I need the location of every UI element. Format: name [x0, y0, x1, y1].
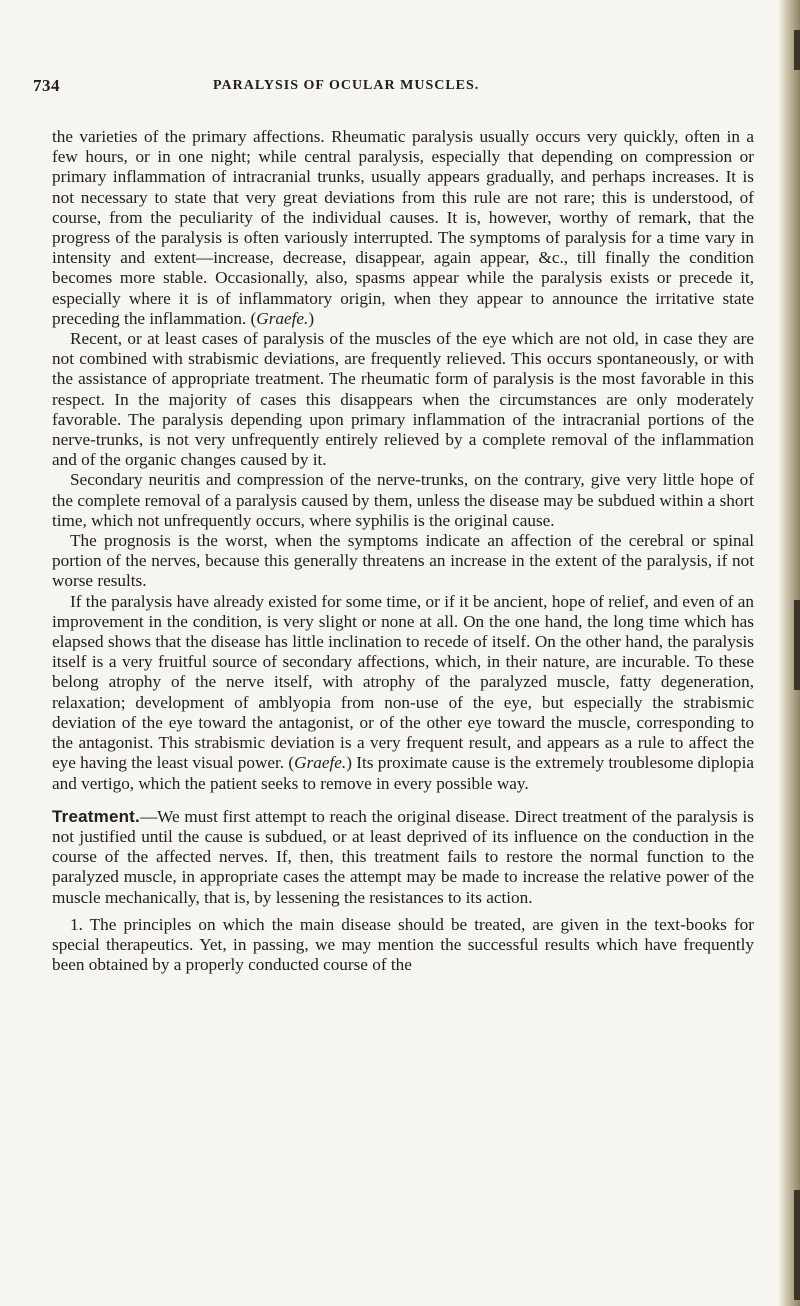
page-edge-mark	[794, 600, 800, 690]
paragraph	[52, 329, 754, 470]
page-number: 734	[33, 76, 60, 95]
paragraph	[52, 807, 754, 908]
paragraph-text: The prognosis is the worst, when the symptoms indicate an affection of the cerebral or spinal portion of the nerves, because this generally threatens an increase in the extent of the paralysis, if not worse results.	[52, 531, 754, 591]
paragraph	[52, 127, 754, 329]
paragraph	[52, 470, 754, 531]
page-edge-mark	[794, 1190, 800, 1300]
paragraph-text: the varieties of the primary affections. Rheumatic paralysis usually occurs very quickly, often in a few hours, or in one night; while central paralysis, especially that depending on compression or primary inflammation of intracranial trunks, usually appears gradually, and perhaps increases. It is not necessary to state that very great deviations from this rule are not rare; this is understood, of course, from the peculiarity of the individual causes. It is, however, worthy of remark, that the progress of the paralysis is often variously interrupted. The symptoms of paralysis for a time vary in intensity and extent—increase, decrease, disappear, again appear, &c., till finally the condition becomes more stable. Occasionally, also, spasms appear while the paralysis exists or precede it, especially where it is of inflammatory origin, when they appear to announce the irritative state preceding the inflammation. (	[52, 127, 754, 328]
paragraph-text: 1. The principles on which the main disease should be treated, are given in the text-books for special therapeutics. Yet, in passing, we may mention the successful results which have frequently been obtained by a properly conducted course of the	[52, 914, 754, 975]
paragraph-text: )	[308, 308, 315, 328]
paragraph-text: —We must first attempt to reach the original disease. Direct treatment of the paralysis is not justified until the cause is subdued, or at least deprived of its influence on the conduction in the course of the affected nerves. If, then, this treatment fails to restore the normal function to the paralyzed muscle, in appropriate cases the attempt may be made to increase the relative power of the muscle mechanically, that is, by lessening the resistances to its action.	[52, 806, 754, 907]
paragraph-text: Recent, or at least cases of paralysis of the muscles of the eye which are not old, in case they are not combined with strabismic deviations, are frequently relieved. This occurs spontaneously, or with the assistance of appropriate treatment. The rheumatic form of paralysis is the most favorable in this respect. In the majority of cases this disappears when the circumstances are only moderately favorable. The paralysis depending upon primary inflammation of the intracranial portions of the nerve-trunks, is not very unfrequently entirely relieved by a complete removal of the inflammation and of the organic changes caused by it.	[52, 329, 754, 470]
citation: Graefe.	[294, 753, 347, 773]
paragraph	[52, 592, 754, 794]
body-text	[52, 127, 754, 975]
page-edge-mark	[794, 30, 800, 70]
paragraph-text: If the paralysis have already existed for some time, or if it be ancient, hope of relief, and even of an improvement in the condition, is very slight or none at all. On the one hand, the long time which has elapsed shows that the disease has little inclination to recede of itself. On the other hand, the paralysis itself is a very fruitful source of secondary affections, which, in their nature, are incurable. To these belong atrophy of the nerve itself, with atrophy of the paralyzed muscle, fatty degeneration, relaxation; development of amblyopia from non-use of the eye, but especially the strabismic deviation of the eye toward the antagonist, or of the other eye toward the muscle, corresponding to the antagonist. This strabismic deviation is a very frequent result, and appears as a rule to affect the eye having the least visual power. (	[52, 591, 754, 773]
paragraph	[52, 531, 754, 592]
paragraph-text: Secondary neuritis and compression of the nerve-trunks, on the contrary, give very little hope of the complete removal of a paralysis caused by them, unless the disease may be subdued within a short time, which not unfrequently occurs, where syphilis is the original cause.	[52, 470, 754, 530]
paragraph-text: ) Its proximate cause is the extremely troublesome diplopia and vertigo, which the patient seeks to remove in every possible way.	[52, 753, 755, 793]
paragraph	[52, 915, 754, 976]
section-heading: Treatment.	[52, 806, 140, 826]
running-head-title: PARALYSIS OF OCULAR MUSCLES.	[213, 78, 480, 93]
running-head	[33, 76, 733, 102]
citation: Graefe.	[256, 308, 309, 328]
